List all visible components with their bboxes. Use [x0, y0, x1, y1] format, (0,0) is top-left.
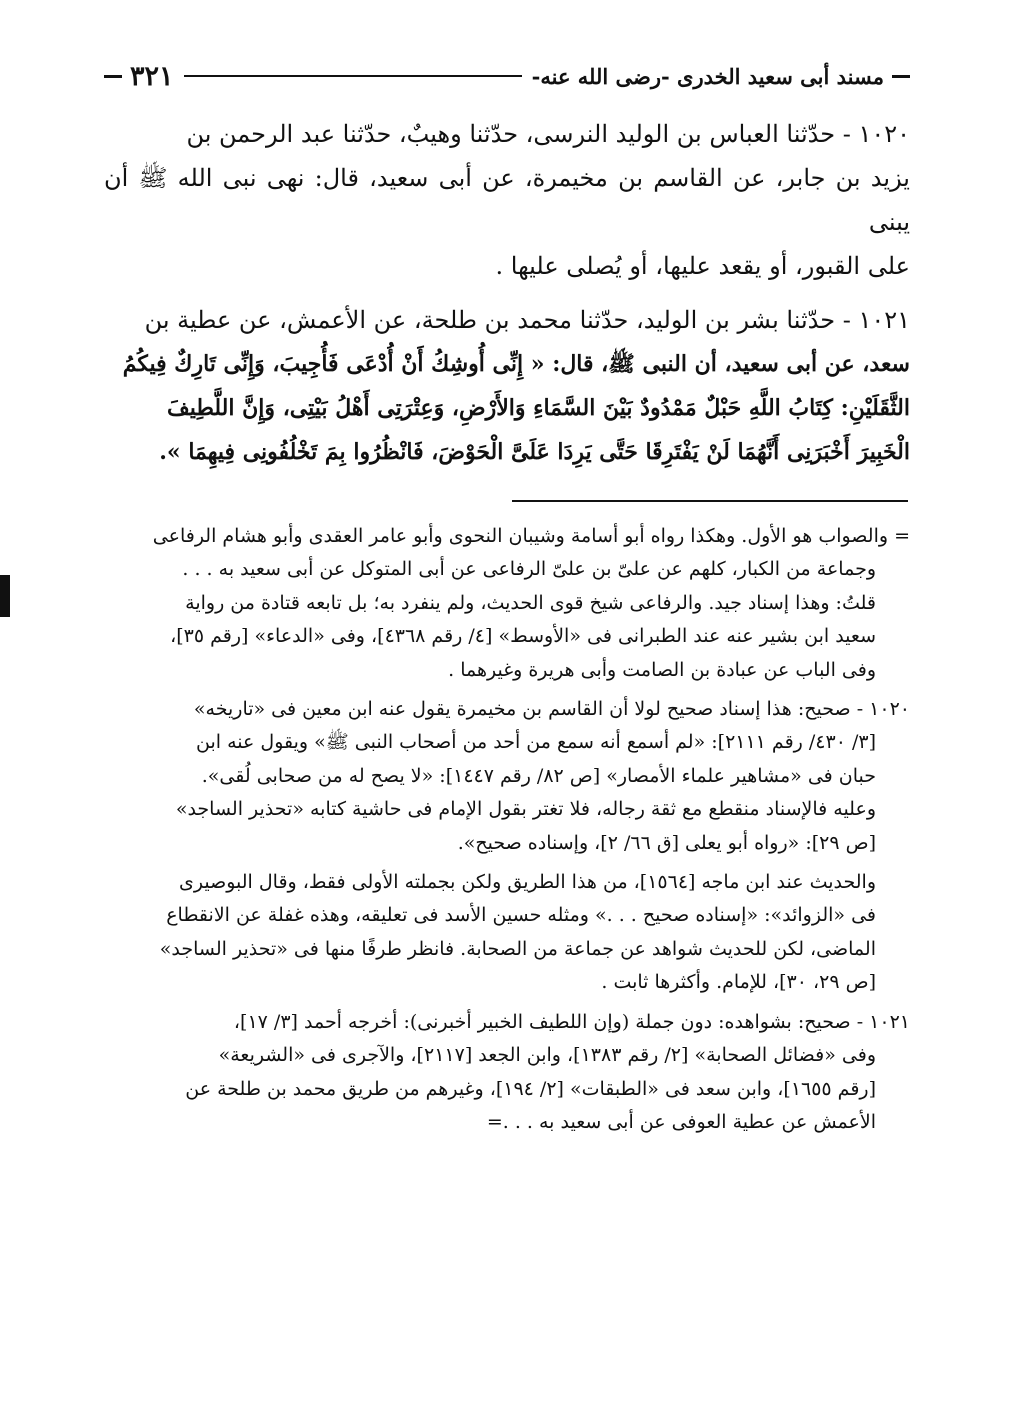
- note-line: قلتُ: وهذا إسناد جيد. والرفاعى شيخ قوى الحديث، ولم ينفرد به؛ بل تابعه قتادة من رواية: [185, 591, 876, 614]
- header-rule: [184, 75, 522, 77]
- note-line-last: [104, 1106, 910, 1139]
- hadith-1020-line-3: على القبور، أو يقعد عليها، أو يُصلى عليها .: [495, 252, 910, 280]
- note-line: فى «الزوائد»: «إسناده صحيح . . .» ومثله حسين الأسد فى تعليقه، وهذه غفلة عن الانقطاع: [166, 904, 876, 927]
- header-title: مسند أبى سعيد الخدرى -رضى الله عنه-: [531, 63, 884, 89]
- main-text: [104, 112, 910, 474]
- note-1021: [104, 1006, 910, 1140]
- note-line-text: الأعمش عن عطية العوفى عن أبى سعيد به . . .: [502, 1110, 876, 1133]
- hadith-1021-line-2: سعد، عن أبى سعيد، أن النبى ﷺ، قال: « إِنِّى أُوشِكُ أَنْ أُدْعَى فَأُجِيبَ، وَإِنِّى تَارِكٌ فِيكُمُ: [122, 351, 910, 377]
- page-number: ٣٢١: [130, 60, 174, 92]
- note-line: ١٠٢٠ - صحيح: هذا إسناد صحيح لولا أن القاسم بن مخيمرة يقول عنه ابن معين فى «تاريخه»: [193, 698, 910, 721]
- note-line: وعليه فالإسناد منقطع مع ثقة رجاله، فلا تغتر بقول الإمام فى حاشية كتابه «تحذير الساجد»: [175, 798, 876, 821]
- note-line: = والصواب هو الأول. وهكذا رواه أبو أسامة وشيبان النحوى وأبو عامر العقدى وأبو هشام الرفاعى: [152, 525, 910, 547]
- note-1020: [104, 693, 910, 860]
- note-line: حبان فى «مشاهير علماء الأمصار» [ص ٨٢/ رقم ١٤٤٧]: «لا يصح له من صحابى لُقى».: [201, 764, 876, 787]
- note-line: ١٠٢١ - صحيح: بشواهده: دون جملة (وإن اللطيف الخبير أخبرنى): أخرجه أحمد [٣/ ١٧]،: [233, 1010, 910, 1033]
- footnote-separator: [512, 500, 908, 502]
- hadith-1020-line-2: يزيد بن جابر، عن القاسم بن مخيمرة، عن أبى سعيد، قال: نهى نبى الله ﷺ أن يبنى: [104, 164, 910, 236]
- margin-mark: [0, 575, 10, 617]
- hadith-1021-line-1: ١٠٢١ - حدّثنا بشر بن الوليد، حدّثنا محمد بن طلحة، عن الأعمش، عن عطية بن: [144, 306, 910, 334]
- note-line: الماضى، لكن للحديث شواهد عن جماعة من الصحابة. فانظر طرفًا منها فى «تحذير الساجد»: [159, 937, 876, 960]
- note-line: [ص ٢٩]: «رواه أبو يعلى [ق ٦٦/ ٢]، وإسناده صحيح».: [457, 831, 876, 854]
- hadith-1021-line-3: الثَّقَلَيْنِ: كِتَابُ اللَّهِ حَبْلٌ مَمْدُودٌ بَيْنَ السَّمَاءِ وَالأَرْضِ، وَعِتْرَتِى أَهْلُ بَيْتِى، وَإِنَّ اللَّطِيفَ: [166, 395, 910, 421]
- header-dash-right: [892, 75, 910, 78]
- page-header: [104, 58, 910, 94]
- header-dash-left: [104, 75, 122, 78]
- note-line: وفى «فضائل الصحابة» [٢/ رقم ١٣٨٣]، وابن الجعد [٢١١٧]، والآجرى فى «الشريعة»: [218, 1044, 876, 1067]
- continuation-mark: =: [486, 1110, 503, 1133]
- note-line: والحديث عند ابن ماجه [١٥٦٤]، من هذا الطريق ولكن بجملته الأولى فقط، وقال البوصيرى: [178, 871, 876, 894]
- note-line: وجماعة من الكبار، كلهم عن علىّ بن علىّ الرفاعى عن أبى المتوكل عن أبى سعيد به . . .: [182, 558, 876, 581]
- footnotes: [104, 520, 910, 1139]
- note-line: وفى الباب عن عبادة بن الصامت وأبى هريرة وغيرهما .: [448, 658, 876, 681]
- hadith-1021-line-4: الْخَبِيرَ أَخْبَرَنِى أَنَّهُمَا لَنْ يَفْتَرِقَا حَتَّى يَرِدَا عَلَىَّ الْحَوْضَ، فَانْظُرُوا بِمَ تَخْلُفُونِى فِيهِمَا ».: [159, 439, 910, 465]
- hadith-1020: [104, 112, 910, 288]
- note-line: [٣/ ٤٣٠/ رقم ٢١١١]: «لم أسمع أنه سمع من أحد من أصحاب النبى ﷺ» ويقول عنه ابن: [196, 731, 876, 754]
- note-line: سعيد ابن بشير عنه عند الطبرانى فى «الأوسط» [٤/ رقم ٤٣٦٨]، وفى «الدعاء» [رقم ٣٥]،: [170, 625, 876, 648]
- hadith-1021: [104, 298, 910, 474]
- note-line: [رقم ١٦٥٥]، وابن سعد فى «الطبقات» [٢/ ١٩٤]، وغيرهم من طريق محمد بن طلحة عن: [185, 1077, 876, 1100]
- hadith-1020-line-1: ١٠٢٠ - حدّثنا العباس بن الوليد النرسى، حدّثنا وهيبٌ، حدّثنا عبد الرحمن بن: [186, 120, 910, 148]
- note-line: [ص ٢٩، ٣٠]، للإمام. وأكثرها ثابت .: [601, 971, 876, 994]
- note-1020-cont: [104, 866, 910, 1000]
